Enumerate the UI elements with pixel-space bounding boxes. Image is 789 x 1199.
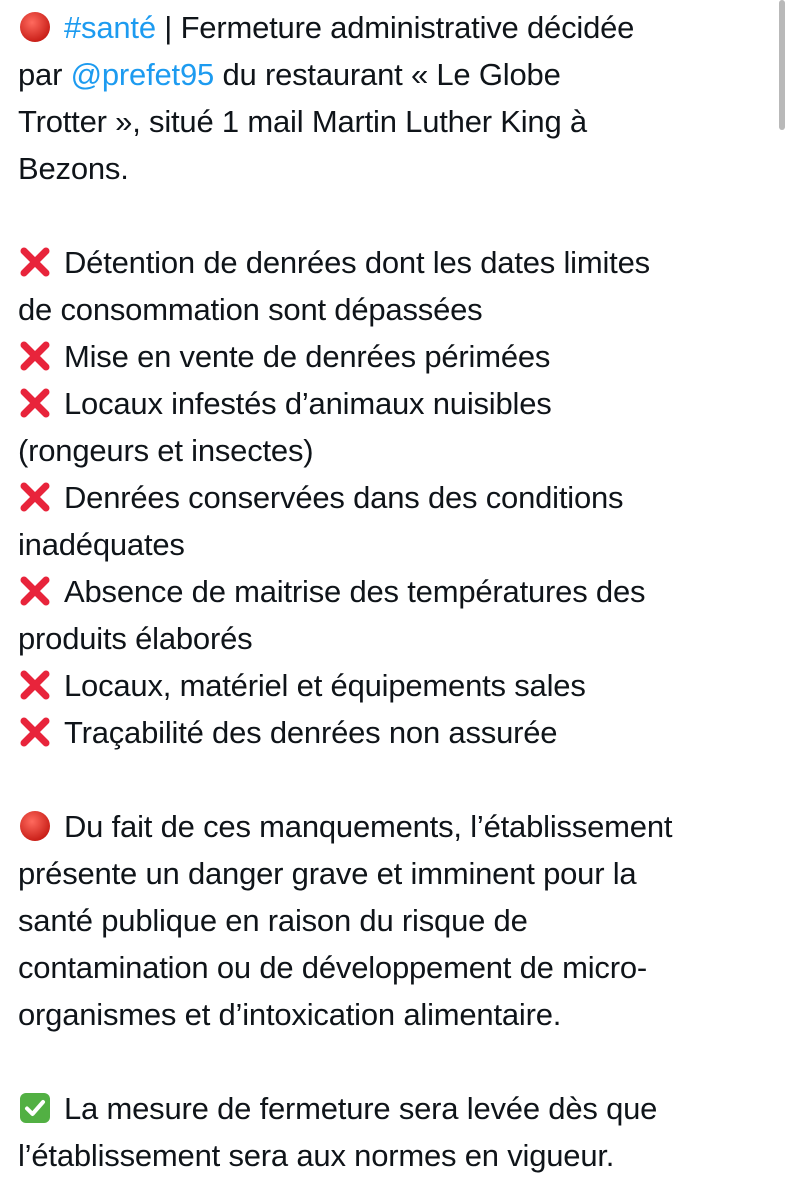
intro-line-3: Trotter », situé 1 mail Martin Luther King à [18, 104, 587, 139]
intro-paragraph [18, 4, 770, 192]
violation-text-continued: de consommation sont dépassées [18, 292, 483, 327]
intro-text-2b: du restaurant « Le Globe [214, 57, 561, 92]
violation-item [18, 662, 770, 709]
violation-item [18, 333, 770, 380]
intro-line-4: Bezons. [18, 151, 129, 186]
violation-text: Mise en vente de denrées périmées [64, 339, 551, 374]
intro-text-1: | Fermeture administrative décidée [155, 10, 635, 45]
cross-mark-icon [18, 668, 52, 702]
red-circle-icon [18, 809, 52, 843]
resolution-paragraph [18, 1085, 770, 1179]
resolution-text-1: La mesure de fermeture sera levée dès que [64, 1091, 658, 1126]
intro-text-2a: par [18, 57, 71, 92]
violation-text: Détention de denrées dont les dates limites [64, 245, 650, 280]
tweet-text [18, 4, 770, 1179]
violation-text: Absence de maitrise des températures des [64, 574, 646, 609]
resolution-line-2: l’établissement sera aux normes en vigueur. [18, 1138, 615, 1173]
violation-text: Denrées conservées dans des conditions [64, 480, 624, 515]
danger-line-5: organismes et d’intoxication alimentaire. [18, 997, 562, 1032]
cross-mark-icon [18, 339, 52, 373]
cross-mark-icon [18, 574, 52, 608]
danger-line-1 [18, 803, 770, 850]
violation-text-continued: produits élaborés [18, 621, 253, 656]
violation-item [18, 568, 770, 615]
intro-line-1 [18, 4, 770, 51]
check-mark-button-icon [18, 1091, 52, 1125]
violation-item [18, 239, 770, 286]
violation-item [18, 709, 770, 756]
violation-item [18, 380, 770, 427]
danger-line-4: contamination ou de développement de micro- [18, 950, 648, 985]
danger-line-2: présente un danger grave et imminent pour la [18, 856, 637, 891]
scrollbar[interactable] [779, 0, 785, 130]
hashtag-link[interactable]: #santé [64, 10, 156, 45]
intro-line-2 [18, 51, 770, 98]
danger-line-3: santé publique en raison du risque de [18, 903, 528, 938]
violation-text: Locaux, matériel et équipements sales [64, 668, 586, 703]
cross-mark-icon [18, 386, 52, 420]
red-circle-icon [18, 10, 52, 44]
violations-list [18, 239, 770, 756]
cross-mark-icon [18, 480, 52, 514]
danger-paragraph [18, 803, 770, 1038]
violation-text: Locaux infestés d’animaux nuisibles [64, 386, 552, 421]
cross-mark-icon [18, 715, 52, 749]
violation-text: Traçabilité des denrées non assurée [64, 715, 558, 750]
resolution-line-1 [18, 1085, 770, 1132]
violation-item [18, 474, 770, 521]
danger-text-1: Du fait de ces manquements, l’établissement [64, 809, 673, 844]
violation-text-continued: inadéquates [18, 527, 185, 562]
mention-link[interactable]: @prefet95 [70, 57, 215, 92]
cross-mark-icon [18, 245, 52, 279]
violation-text-continued: (rongeurs et insectes) [18, 433, 314, 468]
